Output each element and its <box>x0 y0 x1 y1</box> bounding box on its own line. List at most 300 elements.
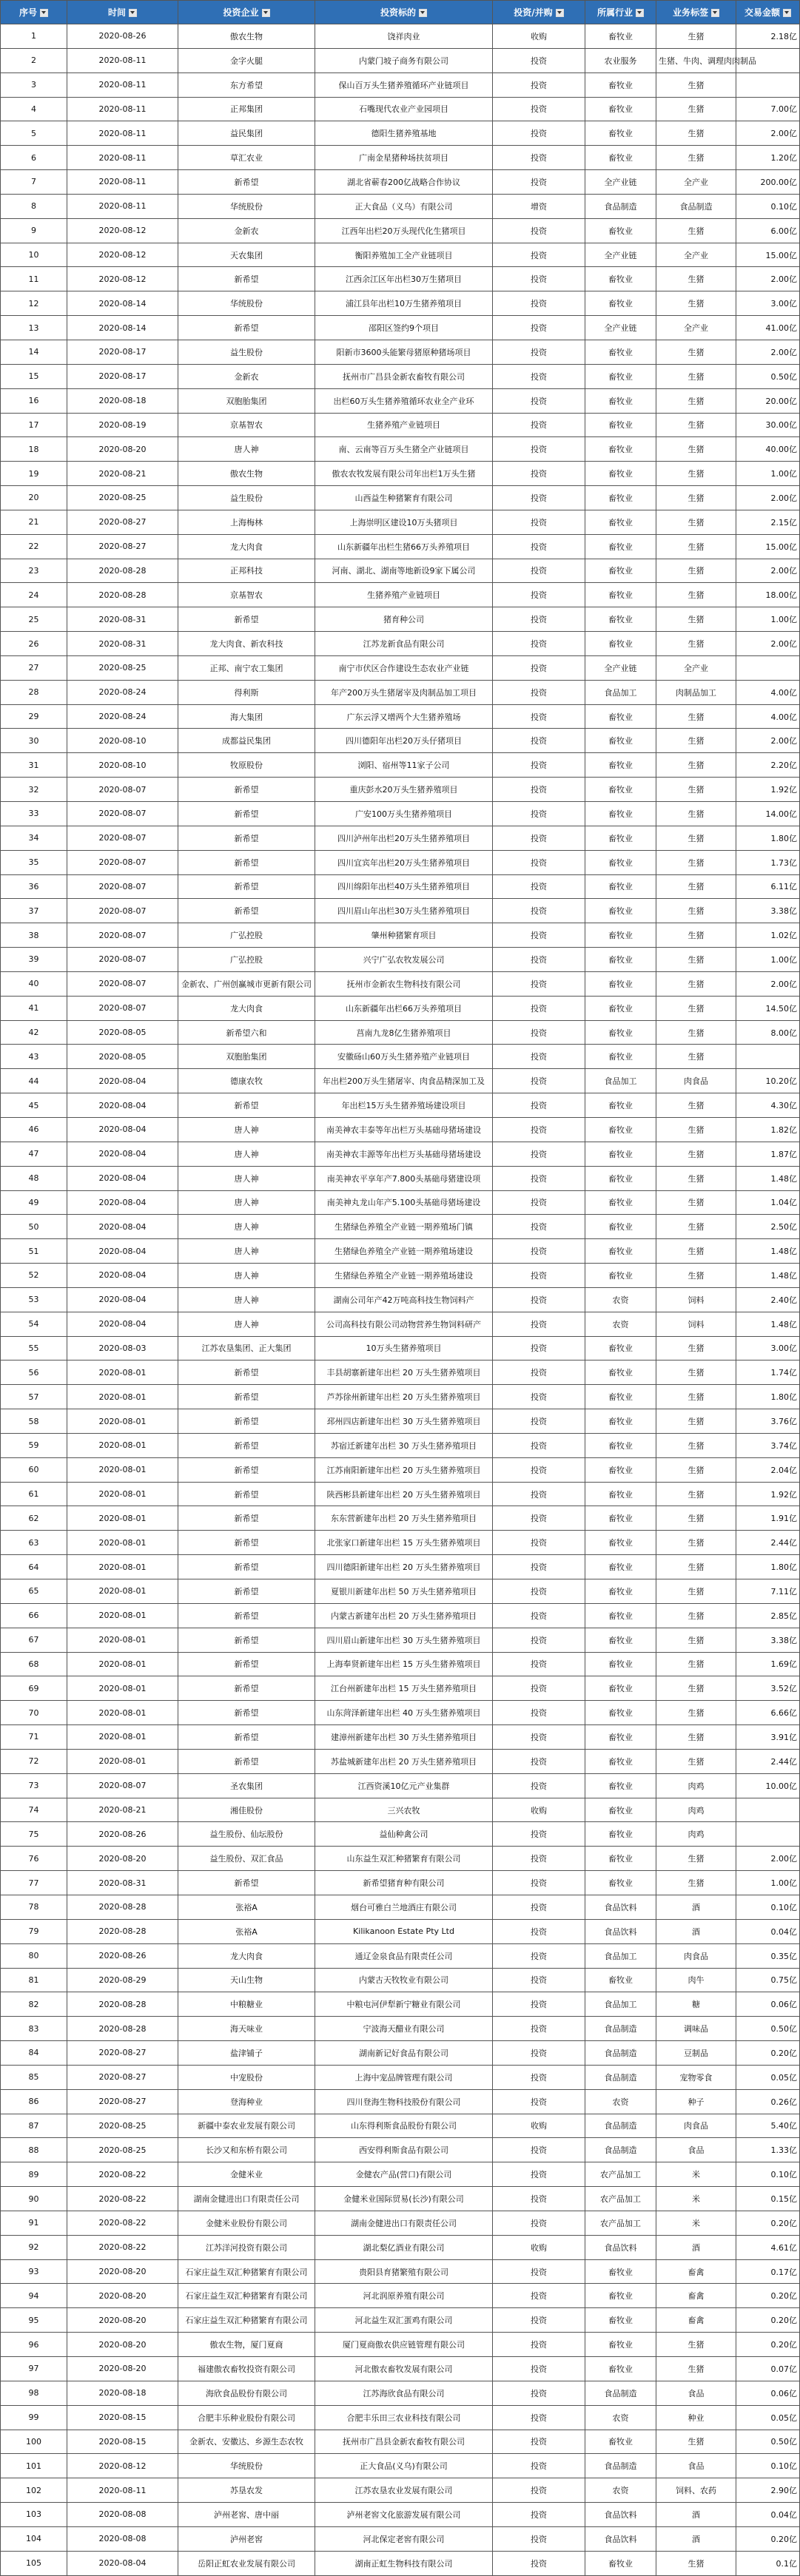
col-industry-cell: 农资 <box>585 2089 656 2114</box>
col-investor-cell: 新希望 <box>178 874 315 899</box>
col-industry-cell: 畜牧业 <box>585 2284 656 2308</box>
table-row <box>1 1142 800 1166</box>
col-target-cell: 烟台可雅白兰地酒庄有限公司 <box>315 1895 493 1919</box>
col-amount-cell: 1.73亿 <box>736 850 800 874</box>
col-industry-cell: 畜牧业 <box>585 1603 656 1628</box>
col-amount-cell: 0.20亿 <box>736 2211 800 2235</box>
col-type-cell: 投资 <box>493 1773 585 1798</box>
col-date-cell: 2020-08-01 <box>67 1603 178 1628</box>
col-date-cell: 2020-08-26 <box>67 24 178 49</box>
col-date-cell: 2020-08-21 <box>67 1798 178 1822</box>
col-amount-cell: 1.48亿 <box>736 1239 800 1264</box>
col-tag-cell: 畜禽 <box>656 2284 736 2308</box>
col-investor-cell: 新疆中泰农业发展有限公司 <box>178 2114 315 2138</box>
col-index-cell: 4 <box>1 97 67 121</box>
col-type-cell: 投资 <box>493 510 585 534</box>
col-industry-cell: 食品饮料 <box>585 2526 656 2551</box>
col-type-cell: 收购 <box>493 24 585 49</box>
col-amount-cell: 0.17亿 <box>736 2259 800 2284</box>
col-investor-cell: 唐人神 <box>178 1117 315 1142</box>
table-row <box>1 1847 800 1871</box>
col-type-cell: 投资 <box>493 2284 585 2308</box>
col-index-cell: 54 <box>1 1312 67 1336</box>
col-date-cell: 2020-08-24 <box>67 680 178 704</box>
col-investor-cell: 双胞胎集团 <box>178 1045 315 1069</box>
col-industry-cell: 畜牧业 <box>585 364 656 388</box>
col-type-cell: 投资 <box>493 2211 585 2235</box>
col-amount-cell: 1.80亿 <box>736 826 800 850</box>
col-target-cell: 金健米业国际贸易(长沙)有限公司 <box>315 2187 493 2211</box>
col-index-cell: 17 <box>1 413 67 437</box>
col-target-cell: 江苏海欣食品有限公司 <box>315 2381 493 2405</box>
col-amount-cell: 2.90亿 <box>736 2478 800 2503</box>
col-tag-cell: 生猪 <box>656 1336 736 1361</box>
col-tag-cell: 肉食品 <box>656 2114 736 2138</box>
col-tag-cell: 生猪 <box>656 1409 736 1434</box>
col-type-cell: 投资 <box>493 1871 585 1895</box>
col-amount-cell: 0.10亿 <box>736 1895 800 1919</box>
col-industry-label: 所属行业 <box>596 7 633 18</box>
col-type-cell: 投资 <box>493 583 585 607</box>
col-type-cell: 投资 <box>493 1239 585 1264</box>
col-investor-cell: 金新农 <box>178 364 315 388</box>
col-type-cell: 投资 <box>493 850 585 874</box>
col-investor-cell: 新希望 <box>178 1093 315 1118</box>
col-index-cell: 97 <box>1 2357 67 2381</box>
col-date-cell: 2020-08-22 <box>67 2211 178 2235</box>
filter-dropdown-icon[interactable] <box>262 9 270 17</box>
col-amount-cell: 0.35亿 <box>736 1943 800 1968</box>
col-tag-cell: 生猪 <box>656 1433 736 1457</box>
col-date-cell: 2020-08-12 <box>67 243 178 267</box>
col-index-cell: 68 <box>1 1652 67 1676</box>
col-date-cell: 2020-08-04 <box>67 1190 178 1215</box>
col-amount-cell: 7.00亿 <box>736 97 800 121</box>
filter-dropdown-icon[interactable] <box>129 9 137 17</box>
col-amount-cell: 2.44亿 <box>736 1749 800 1773</box>
col-target-cell: 肇州种猪繁育项目 <box>315 923 493 948</box>
col-amount-cell: 3.91亿 <box>736 1725 800 1750</box>
col-amount-cell: 30.00亿 <box>736 413 800 437</box>
col-tag-cell: 食品 <box>656 2138 736 2162</box>
col-tag-cell: 生猪 <box>656 2333 736 2357</box>
table-row <box>1 1312 800 1336</box>
col-index-cell: 13 <box>1 316 67 340</box>
col-tag-cell: 生猪 <box>656 1093 736 1118</box>
col-target-cell: 抚州市广昌县金新农畜牧有限公司 <box>315 2430 493 2454</box>
col-target-cell: 广安100万头生猪养殖项目 <box>315 802 493 826</box>
filter-dropdown-icon[interactable] <box>711 9 719 17</box>
col-target-cell: 金健农产品(营口)有限公司 <box>315 2162 493 2187</box>
col-date-cell: 2020-08-27 <box>67 534 178 559</box>
col-index-cell: 62 <box>1 1506 67 1531</box>
col-investor-cell: 新希望 <box>178 1725 315 1750</box>
col-index-cell: 49 <box>1 1190 67 1215</box>
col-target-cell: 贵阳县育猪繁殖有限公司 <box>315 2259 493 2284</box>
col-amount-cell: 8.00亿 <box>736 1020 800 1045</box>
col-type-cell: 投资 <box>493 2089 585 2114</box>
table-row <box>1 948 800 972</box>
col-industry-cell: 畜牧业 <box>585 1676 656 1701</box>
col-type-cell: 投资 <box>493 1943 585 1968</box>
col-date-cell: 2020-08-28 <box>67 559 178 583</box>
col-date-cell: 2020-08-07 <box>67 874 178 899</box>
col-industry-cell: 食品制造 <box>585 2381 656 2405</box>
table-row <box>1 2333 800 2357</box>
col-amount-cell: 2.00亿 <box>736 486 800 510</box>
col-investor-cell: 金新农 <box>178 218 315 243</box>
col-index-cell: 31 <box>1 753 67 778</box>
col-target-cell: 四川绵阳年出栏40万头生猪养殖项目 <box>315 874 493 899</box>
col-date-cell: 2020-08-07 <box>67 971 178 996</box>
col-amount-cell: 2.50亿 <box>736 1215 800 1239</box>
col-tag-cell: 糖 <box>656 1992 736 2017</box>
col-date-cell: 2020-08-28 <box>67 583 178 607</box>
table-row <box>1 1555 800 1579</box>
col-index-cell: 21 <box>1 510 67 534</box>
col-amount-cell: 1.91亿 <box>736 1506 800 1531</box>
col-date-cell: 2020-08-21 <box>67 462 178 486</box>
col-industry-cell: 畜牧业 <box>585 1093 656 1118</box>
filter-dropdown-icon[interactable] <box>783 9 791 17</box>
col-target-cell: 宁波海天醋业有限公司 <box>315 2017 493 2041</box>
col-amount-cell: 1.92亿 <box>736 1482 800 1506</box>
col-index-cell: 29 <box>1 704 67 729</box>
col-industry-cell: 畜牧业 <box>585 1725 656 1750</box>
col-investor-cell: 新希望 <box>178 802 315 826</box>
col-amount-cell: 2.00亿 <box>736 971 800 996</box>
col-type-cell: 投资 <box>493 1166 585 1190</box>
col-type-cell: 投资 <box>493 826 585 850</box>
col-tag-cell: 生猪 <box>656 899 736 923</box>
col-type-cell: 投资 <box>493 291 585 316</box>
table-row <box>1 437 800 462</box>
col-tag-cell: 畜禽 <box>656 2259 736 2284</box>
col-target-cell: 抚州市金新农生物科技有限公司 <box>315 971 493 996</box>
col-amount-cell: 1.69亿 <box>736 1652 800 1676</box>
col-target-cell: 湖南正虹生物科技有限公司 <box>315 2551 493 2575</box>
col-amount-cell: 1.20亿 <box>736 146 800 170</box>
col-industry-cell: 畜牧业 <box>585 534 656 559</box>
col-date-header <box>67 1 178 24</box>
col-date-cell: 2020-08-07 <box>67 996 178 1020</box>
col-index-cell: 55 <box>1 1336 67 1361</box>
col-investor-label: 投资企业 <box>223 7 259 18</box>
col-date-cell: 2020-08-08 <box>67 2503 178 2527</box>
col-tag-cell: 生猪 <box>656 388 736 413</box>
col-type-cell: 投资 <box>493 655 585 680</box>
col-industry-cell: 畜牧业 <box>585 510 656 534</box>
col-target-cell: 广南金星猪种场扶贫项目 <box>315 146 493 170</box>
col-investor-cell: 金健米业股份有限公司 <box>178 2211 315 2235</box>
col-amount-cell: 15.00亿 <box>736 243 800 267</box>
col-index-cell: 44 <box>1 1069 67 1093</box>
col-date-cell: 2020-08-20 <box>67 2259 178 2284</box>
table-row <box>1 1361 800 1385</box>
col-industry-cell: 畜牧业 <box>585 1652 656 1676</box>
col-tag-cell: 生猪 <box>656 486 736 510</box>
col-investor-cell: 华统股份 <box>178 194 315 218</box>
col-target-cell: 南美神农丰泰等年出栏万头基础母猪场建设 <box>315 1117 493 1142</box>
table-row <box>1 1409 800 1434</box>
col-amount-cell: 2.20亿 <box>736 753 800 778</box>
col-index-cell: 40 <box>1 971 67 996</box>
col-investor-cell: 泸州老窖 <box>178 2526 315 2551</box>
col-investor-cell: 新希望 <box>178 267 315 291</box>
col-amount-cell: 0.10亿 <box>736 194 800 218</box>
col-date-cell: 2020-08-22 <box>67 2235 178 2259</box>
table-row <box>1 1822 800 1847</box>
col-investor-cell: 江苏洋河投资有限公司 <box>178 2235 315 2259</box>
col-tag-cell: 生猪 <box>656 1117 736 1142</box>
col-index-cell: 46 <box>1 1117 67 1142</box>
col-date-cell: 2020-08-01 <box>67 1628 178 1652</box>
col-tag-cell: 生猪 <box>656 1871 736 1895</box>
col-date-cell: 2020-08-28 <box>67 1895 178 1919</box>
col-tag-cell: 生猪 <box>656 1603 736 1628</box>
table-row <box>1 607 800 632</box>
col-tag-cell: 生猪 <box>656 534 736 559</box>
col-type-cell: 投资 <box>493 1603 585 1628</box>
col-industry-cell: 畜牧业 <box>585 1361 656 1385</box>
col-date-cell: 2020-08-18 <box>67 388 178 413</box>
col-tag-cell: 生猪 <box>656 510 736 534</box>
table-row <box>1 316 800 340</box>
col-tag-cell: 全产业 <box>656 655 736 680</box>
col-investor-cell: 圣农集团 <box>178 1773 315 1798</box>
col-type-cell: 投资 <box>493 2357 585 2381</box>
table-row <box>1 923 800 948</box>
filter-dropdown-icon[interactable] <box>40 9 48 17</box>
col-tag-cell: 生猪 <box>656 97 736 121</box>
col-date-cell: 2020-08-31 <box>67 1871 178 1895</box>
col-target-cell: 河南、湖北、湖南等地新设9家下属公司 <box>315 559 493 583</box>
col-index-cell: 57 <box>1 1385 67 1409</box>
col-index-cell: 88 <box>1 2138 67 2162</box>
col-target-cell: 傲农农牧发展有限公司年出栏1万头生猪 <box>315 462 493 486</box>
col-target-cell: 山东得利斯食品股份有限公司 <box>315 2114 493 2138</box>
col-investor-cell: 上海梅林 <box>178 510 315 534</box>
col-index-cell: 32 <box>1 778 67 802</box>
col-date-cell: 2020-08-04 <box>67 1142 178 1166</box>
col-investor-cell: 益生股份 <box>178 340 315 364</box>
col-industry-cell: 畜牧业 <box>585 1045 656 1069</box>
col-type-cell: 投资 <box>493 1409 585 1434</box>
col-type-cell: 投资 <box>493 1482 585 1506</box>
col-investor-cell: 张裕A <box>178 1895 315 1919</box>
table-row <box>1 802 800 826</box>
col-investor-cell: 广弘控股 <box>178 948 315 972</box>
col-index-cell: 95 <box>1 2308 67 2333</box>
col-industry-cell: 畜牧业 <box>585 1531 656 1555</box>
col-type-cell: 投资 <box>493 1701 585 1725</box>
col-amount-cell: 0.75亿 <box>736 1968 800 1992</box>
col-target-cell: 江苏农垦农业发展有限公司 <box>315 2478 493 2503</box>
col-tag-label: 业务标签 <box>672 7 708 18</box>
table-row <box>1 1093 800 1118</box>
col-date-cell: 2020-08-11 <box>67 194 178 218</box>
col-tag-cell: 全产业 <box>656 243 736 267</box>
col-target-label: 投资标的 <box>380 7 416 18</box>
col-target-cell: 上海中宠品牌管理有限公司 <box>315 2065 493 2089</box>
col-industry-cell: 畜牧业 <box>585 218 656 243</box>
col-industry-cell: 畜牧业 <box>585 753 656 778</box>
col-investor-cell: 益生股份、仙坛股份 <box>178 1822 315 1847</box>
col-industry-cell: 农产品加工 <box>585 2211 656 2235</box>
table-row <box>1 388 800 413</box>
col-industry-cell: 畜牧业 <box>585 778 656 802</box>
col-investor-cell: 德康农牧 <box>178 1069 315 1093</box>
col-target-cell: 湖南金健进出口有限责任公司 <box>315 2211 493 2235</box>
col-amount-cell: 0.1亿 <box>736 2551 800 2575</box>
table-row <box>1 97 800 121</box>
col-index-cell: 63 <box>1 1531 67 1555</box>
filter-dropdown-icon[interactable] <box>419 9 427 17</box>
col-index-cell: 15 <box>1 364 67 388</box>
col-date-cell: 2020-08-20 <box>67 2357 178 2381</box>
col-date-cell: 2020-08-14 <box>67 291 178 316</box>
col-amount-cell: 0.05亿 <box>736 2065 800 2089</box>
col-index-cell: 77 <box>1 1871 67 1895</box>
col-target-cell: 四川德阳新建年出栏 20 万头生猪养殖项目 <box>315 1555 493 1579</box>
col-index-cell: 16 <box>1 388 67 413</box>
col-type-cell: 投资 <box>493 340 585 364</box>
col-amount-cell: 1.80亿 <box>736 1385 800 1409</box>
col-date-cell: 2020-08-01 <box>67 1506 178 1531</box>
col-target-cell: 湖南公司年产42万吨高科技生物饲料产 <box>315 1287 493 1312</box>
table-row <box>1 778 800 802</box>
col-amount-cell <box>736 1045 800 1069</box>
col-investor-cell: 唐人神 <box>178 1142 315 1166</box>
table-row <box>1 218 800 243</box>
col-target-cell: 浏阳、宿州等11家子公司 <box>315 753 493 778</box>
col-tag-cell: 酒 <box>656 1895 736 1919</box>
col-type-cell: 投资 <box>493 680 585 704</box>
col-date-cell: 2020-08-25 <box>67 486 178 510</box>
col-type-cell: 投资 <box>493 729 585 753</box>
col-type-cell: 投资 <box>493 534 585 559</box>
table-row <box>1 1045 800 1069</box>
col-type-cell: 投资 <box>493 1895 585 1919</box>
col-target-cell: 浦江县年出栏10万生猪养殖项目 <box>315 291 493 316</box>
col-investor-cell: 海大集团 <box>178 704 315 729</box>
table-row <box>1 48 800 73</box>
table-row <box>1 1190 800 1215</box>
col-tag-cell: 食品 <box>656 2381 736 2405</box>
col-index-cell: 36 <box>1 874 67 899</box>
col-investor-header <box>178 1 315 24</box>
col-amount-cell: 1.48亿 <box>736 1312 800 1336</box>
col-index-cell: 14 <box>1 340 67 364</box>
col-amount-cell: 1.48亿 <box>736 1166 800 1190</box>
col-industry-cell: 食品加工 <box>585 1943 656 1968</box>
table-row <box>1 2114 800 2138</box>
col-date-cell: 2020-08-12 <box>67 2454 178 2478</box>
col-industry-cell: 畜牧业 <box>585 1190 656 1215</box>
col-target-cell: 江苏南阳新建年出栏 20 万头生猪养殖项目 <box>315 1457 493 1482</box>
col-investor-cell: 金字火腿 <box>178 48 315 73</box>
table-row <box>1 1773 800 1798</box>
col-amount-cell: 2.00亿 <box>736 632 800 656</box>
col-index-cell: 100 <box>1 2430 67 2454</box>
table-row <box>1 1069 800 1093</box>
col-tag-cell: 肉鸡 <box>656 1822 736 1847</box>
col-amount-cell: 2.00亿 <box>736 121 800 146</box>
col-type-cell: 投资 <box>493 1287 585 1312</box>
col-type-cell: 投资 <box>493 1992 585 2017</box>
col-amount-cell: 200.00亿 <box>736 170 800 195</box>
col-amount-cell: 0.10亿 <box>736 2454 800 2478</box>
col-tag-cell: 生猪 <box>656 753 736 778</box>
col-type-cell: 投资 <box>493 267 585 291</box>
col-investor-cell: 得利斯 <box>178 680 315 704</box>
table-row <box>1 996 800 1020</box>
col-date-cell: 2020-08-15 <box>67 2430 178 2454</box>
col-type-cell: 投资 <box>493 1312 585 1336</box>
col-amount-cell: 0.04亿 <box>736 1919 800 1943</box>
col-tag-cell: 生猪 <box>656 146 736 170</box>
col-tag-cell: 生猪 <box>656 73 736 97</box>
filter-dropdown-icon[interactable] <box>636 9 644 17</box>
col-amount-cell: 1.48亿 <box>736 1264 800 1288</box>
col-date-cell: 2020-08-01 <box>67 1676 178 1701</box>
col-target-cell: Kilikanoon Estate Pty Ltd <box>315 1919 493 1943</box>
col-type-cell: 投资 <box>493 1190 585 1215</box>
col-target-cell: 河北润原养殖有限公司 <box>315 2284 493 2308</box>
col-date-cell: 2020-08-25 <box>67 2138 178 2162</box>
col-industry-cell: 畜牧业 <box>585 1628 656 1652</box>
col-tag-cell: 生猪 <box>656 1166 736 1190</box>
table-row <box>1 194 800 218</box>
col-date-cell: 2020-08-20 <box>67 2308 178 2333</box>
col-industry-cell: 食品制造 <box>585 2017 656 2041</box>
col-target-cell: 山东菏泽新建年出栏 40 万头生猪养殖项目 <box>315 1701 493 1725</box>
col-investor-cell: 新希望 <box>178 1506 315 1531</box>
col-industry-cell: 畜牧业 <box>585 121 656 146</box>
col-index-cell: 8 <box>1 194 67 218</box>
col-amount-cell <box>736 655 800 680</box>
col-index-cell: 3 <box>1 73 67 97</box>
table-row <box>1 2259 800 2284</box>
col-type-cell: 投资 <box>493 1020 585 1045</box>
col-target-cell: 邵阳区签约9个项目 <box>315 316 493 340</box>
table-row <box>1 2284 800 2308</box>
col-target-cell: 四川登海生物科技股份有限公司 <box>315 2089 493 2114</box>
col-industry-cell: 畜牧业 <box>585 729 656 753</box>
col-index-cell: 92 <box>1 2235 67 2259</box>
col-tag-cell: 生猪 <box>656 1142 736 1166</box>
col-tag-cell: 生猪 <box>656 632 736 656</box>
filter-dropdown-icon[interactable] <box>556 9 564 17</box>
col-date-cell: 2020-08-28 <box>67 1992 178 2017</box>
col-type-cell: 收购 <box>493 2114 585 2138</box>
col-index-cell: 11 <box>1 267 67 291</box>
col-amount-cell: 41.00亿 <box>736 316 800 340</box>
table-row <box>1 1457 800 1482</box>
col-investor-cell: 新希望 <box>178 1482 315 1506</box>
col-industry-cell: 畜牧业 <box>585 1749 656 1773</box>
col-date-cell: 2020-08-01 <box>67 1725 178 1750</box>
col-industry-cell: 食品制造 <box>585 2138 656 2162</box>
col-index-cell: 105 <box>1 2551 67 2575</box>
col-industry-cell: 畜牧业 <box>585 2551 656 2575</box>
col-tag-cell: 生猪 <box>656 778 736 802</box>
col-amount-cell: 0.20亿 <box>736 2041 800 2066</box>
col-investor-cell: 新希望 <box>178 1676 315 1701</box>
col-industry-cell: 畜牧业 <box>585 1773 656 1798</box>
col-target-cell: 西安得利斯食品有限公司 <box>315 2138 493 2162</box>
col-industry-cell: 畜牧业 <box>585 632 656 656</box>
